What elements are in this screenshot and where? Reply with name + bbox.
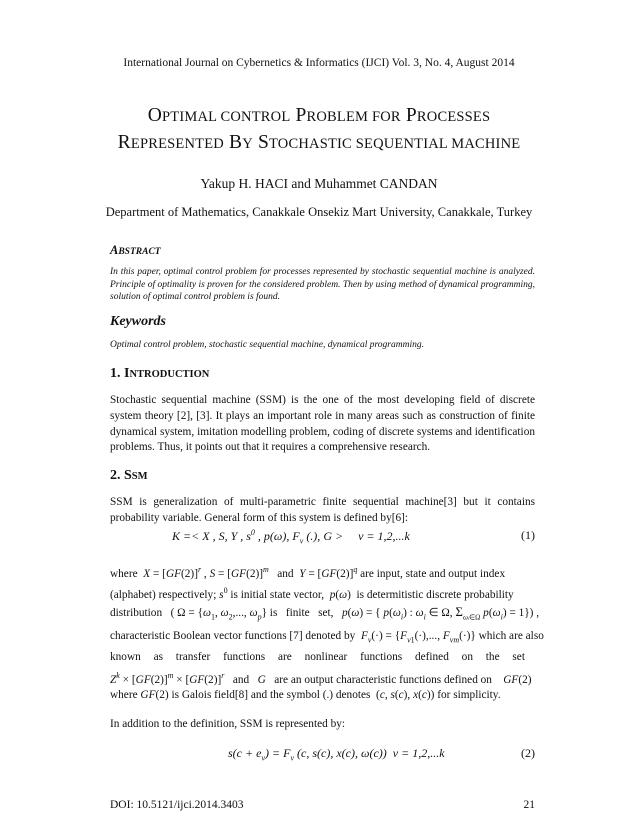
equation-2: $s(c + e_v) = F_v$ (c, s(c), x(c), ω(c)) v = 1,2,...k <box>228 746 445 763</box>
paper-title <box>0 103 638 157</box>
text-line-galois: where GF(2) is Galois field[8] and the symbol (.) denotes (c, s(c), x(c)) for simplicity. <box>110 689 501 701</box>
affiliation: Department of Mathematics, Canakkale Onsekiz Mart University, Canakkale, Turkey <box>105 205 533 219</box>
title-line-2: REPRESENTED BY STOCHASTIC SEQUENTIAL MACHINE <box>117 132 521 153</box>
keywords-text: Optimal control problem, stochastic sequential machine, dynamical programming. <box>110 340 424 350</box>
section-2-intro: SSM is generalization of multi-parametric finite sequential machine[3] but it contains probability variable. General form of this system is defined by[6]: <box>110 496 535 524</box>
section-2-heading: 2. SSM <box>110 468 148 483</box>
text-line-where: where $X = [GF(2)]^r$ , $S = [GF(2)]^m$ and $Y = [GF(2)]^q$ are input, state and output index <box>110 565 506 580</box>
doi: DOI: 10.5121/ijci.2014.3403 <box>110 799 244 811</box>
section-2-intro-2: In addition to the definition, SSM is represented by: <box>110 718 346 730</box>
abstract-text: In this paper, optimal control problem for processes represented by stochastic sequential machine is analyzed. Principle of optimality is proven for the considered problem. Then by using method of dynamical programming, solution of optimal control problem is found. <box>110 267 535 302</box>
section-1-text: Stochastic sequential machine (SSM) is the one of the most developing field of discrete system theory [2], [3]. It plays an important role in many areas such as construction of finite dynamical system, imitation modelling problem, coding of discrete systems and identification problems. Thus, it points out that it requires a comprehensive research. <box>110 394 535 454</box>
title-line-1: OPTIMAL CONTROL PROBLEM FOR PROCESSES <box>147 105 491 126</box>
text-line-characteristic: characteristic Boolean vector functions [7] denoted by $F_v(\cdot) = \{F_{v1}(\cdot)$,..., $F_{vm}(\cdot)$} which are also <box>110 630 544 645</box>
page-number: 21 <box>523 799 535 811</box>
keywords-heading: Keywords <box>110 314 166 329</box>
equation-2-number: (2) <box>521 746 535 760</box>
equation-1: K =< X , S, Y , $s^0$ , p(ω), $F_v$ (.), G > v = 1,2,...k <box>172 528 410 546</box>
authors: Yakup H. HACI and Muhammet CANDAN <box>200 176 438 191</box>
text-line-known: known as transfer functions are nonlinear functions defined on the set <box>110 651 525 663</box>
text-line-distribution: distribution ( $\Omega = \{\omega_1$, $\omega_2$,..., $\omega_p$} is finite set, p(ω) = { $p(\omega_i)$ : $\omega_i$ ∈ Ω, $\Sigma_{\omega ᵢ\in\Omega}$ $p(\omega_i) = 1$}) , <box>110 604 540 622</box>
journal-header: International Journal on Cybernetics & Informatics (IJCI) Vol. 3, No. 4, August 2014 <box>123 57 515 69</box>
section-1-heading: 1. INTRODUCTION <box>110 366 210 381</box>
equation-1-number: (1) <box>521 528 535 542</box>
abstract-heading: ABSTRACT <box>110 243 161 257</box>
text-line-set: $Z^k \times [GF(2)]^m \times [GF(2)]^r$ and G are an output characteristic functions defined on GF(2) <box>110 671 532 686</box>
text-line-alphabet: (alphabet) respectively; $s^0$ is initial state vector, p(ω) is determitistic discrete probability <box>110 586 514 601</box>
